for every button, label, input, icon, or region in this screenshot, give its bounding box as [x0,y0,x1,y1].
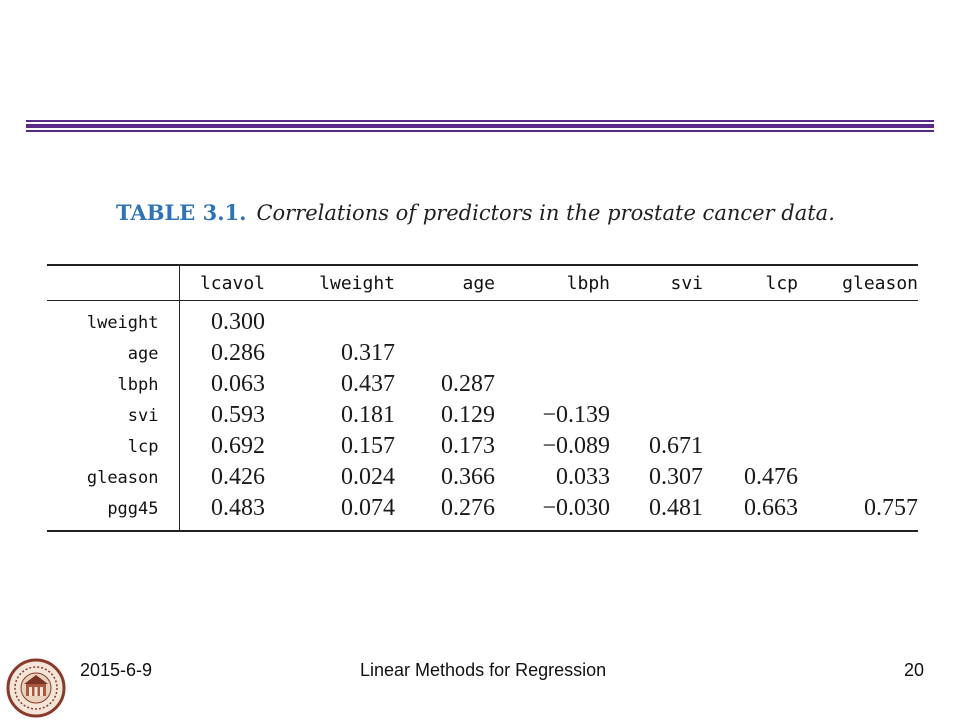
table-cell [495,301,610,339]
table-cell: 0.426 [211,464,265,490]
table-cell: 0.300 [211,309,265,335]
table-cell: 0.481 [649,495,703,521]
table-cell: 0.024 [341,464,395,490]
row-header: age [47,338,179,369]
table-cell [703,338,798,369]
column-header: lcavol [199,272,265,294]
table-cell [265,301,395,339]
row-header: lbph [47,369,179,400]
column-header: lweight [319,272,395,294]
table-cell: −0.030 [542,495,610,521]
table-cell: 0.317 [341,340,395,366]
table-cell [395,301,495,339]
header-rule [26,120,934,132]
corner-cell [47,265,179,301]
table-caption [116,200,835,225]
table-cell [610,400,703,431]
table-cell [395,338,495,369]
caption-label: TABLE 3.1. [116,200,247,225]
column-header: svi [670,272,703,294]
table-row [47,369,918,400]
table-cell: 0.757 [864,495,918,521]
footer-title: Linear Methods for Regression [360,660,607,680]
table-cell: 0.286 [211,340,265,366]
table-cell [703,431,798,462]
table-row [47,301,918,339]
table-cell: 0.181 [341,402,395,428]
row-header: lweight [47,301,179,339]
table-cell: 0.671 [649,433,703,459]
slide-footer [0,640,960,720]
header-rule-line [26,130,934,132]
table-cell: 0.307 [649,464,703,490]
table-row [47,338,918,369]
column-header: age [462,272,495,294]
table-cell: 0.437 [341,371,395,397]
table-cell [703,301,798,339]
table-cell: 0.663 [744,495,798,521]
footer-date: 2015-6-9 [80,660,153,680]
table-row [47,400,918,431]
table-cell [610,369,703,400]
table-row [47,431,918,462]
column-header: lbph [566,272,610,294]
row-header: pgg45 [47,493,179,531]
table-cell: 0.157 [341,433,395,459]
table-cell: 0.692 [211,433,265,459]
table-cell: 0.033 [556,464,610,490]
table-cell [798,369,918,400]
table-cell: 0.287 [441,371,495,397]
header-rule-line [26,120,934,122]
row-header: svi [47,400,179,431]
table-cell: 0.173 [441,433,495,459]
table-cell: 0.063 [211,371,265,397]
table-row [47,462,918,493]
header-rule-line [26,124,934,128]
table-cell [798,462,918,493]
table-cell: 0.129 [441,402,495,428]
table-cell: 0.483 [211,495,265,521]
table-cell [495,369,610,400]
row-header: lcp [47,431,179,462]
table-cell: 0.366 [441,464,495,490]
column-header: lcp [765,272,798,294]
header-row [47,265,918,301]
table-cell: 0.276 [441,495,495,521]
table-cell: −0.089 [542,433,610,459]
table-cell [610,301,703,339]
university-seal-icon [6,658,66,718]
table-cell [495,338,610,369]
table-cell [798,400,918,431]
table-cell: 0.593 [211,402,265,428]
table-cell [703,400,798,431]
correlation-table [47,264,918,532]
row-header: gleason [47,462,179,493]
table-cell [798,431,918,462]
table-cell [703,369,798,400]
column-header: gleason [842,272,918,294]
caption-text: Correlations of predictors in the prostate cancer data. [256,201,835,225]
page-number: 20 [904,660,925,680]
table-row [47,493,918,531]
table-cell: 0.074 [341,495,395,521]
table-cell [610,338,703,369]
table-cell: 0.476 [744,464,798,490]
table-cell: −0.139 [542,402,610,428]
table-cell [798,338,918,369]
table-cell [798,301,918,339]
